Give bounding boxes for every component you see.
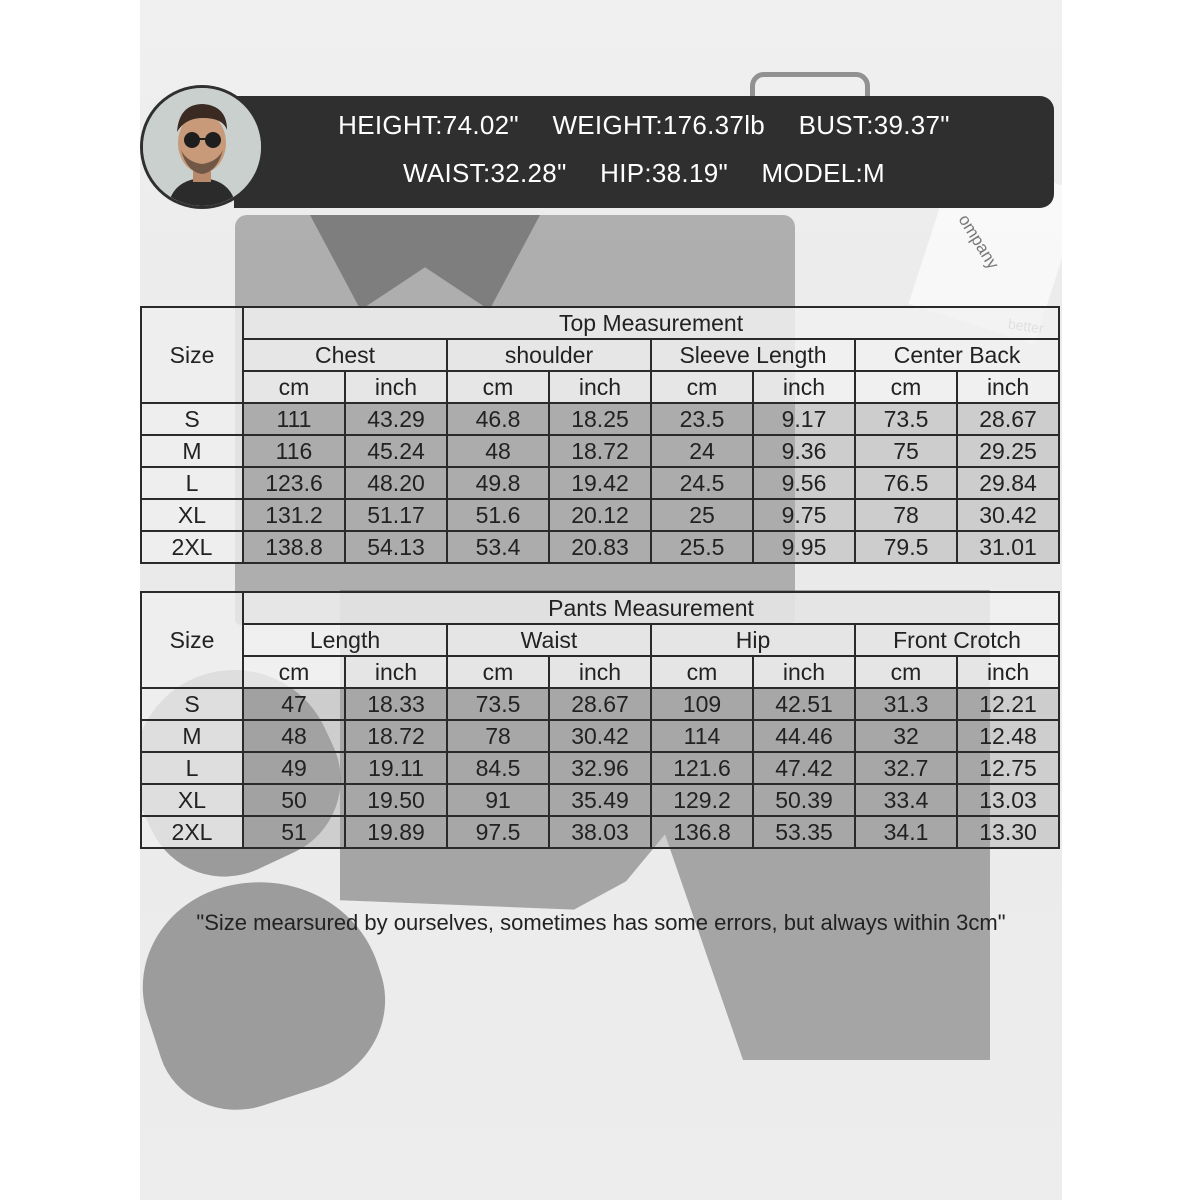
top-value-cell: 49.8 bbox=[447, 467, 549, 499]
pants-unit-header: inch bbox=[957, 656, 1059, 688]
pants-group-header: Front Crotch bbox=[855, 624, 1059, 656]
model-info-row-1 bbox=[234, 110, 1054, 141]
pants-value-cell: 19.11 bbox=[345, 752, 447, 784]
pants-table-row bbox=[141, 784, 1059, 816]
pants-value-cell: 38.03 bbox=[549, 816, 651, 848]
top-value-cell: 20.83 bbox=[549, 531, 651, 563]
pants-value-cell: 121.6 bbox=[651, 752, 753, 784]
top-value-cell: 30.42 bbox=[957, 499, 1059, 531]
top-size-cell: XL bbox=[141, 499, 243, 531]
top-value-cell: 43.29 bbox=[345, 403, 447, 435]
top-value-cell: 111 bbox=[243, 403, 345, 435]
pants-value-cell: 48 bbox=[243, 720, 345, 752]
top-unit-header: inch bbox=[345, 371, 447, 403]
pants-unit-header: cm bbox=[651, 656, 753, 688]
top-value-cell: 24.5 bbox=[651, 467, 753, 499]
pants-value-cell: 18.33 bbox=[345, 688, 447, 720]
top-value-cell: 9.56 bbox=[753, 467, 855, 499]
pants-value-cell: 53.35 bbox=[753, 816, 855, 848]
top-group-header: Chest bbox=[243, 339, 447, 371]
model-avatar bbox=[140, 85, 264, 209]
top-group-header: Center Back bbox=[855, 339, 1059, 371]
top-value-cell: 116 bbox=[243, 435, 345, 467]
pants-table-row bbox=[141, 688, 1059, 720]
top-value-cell: 29.84 bbox=[957, 467, 1059, 499]
top-value-cell: 9.95 bbox=[753, 531, 855, 563]
top-value-cell: 48 bbox=[447, 435, 549, 467]
pants-value-cell: 35.49 bbox=[549, 784, 651, 816]
pants-value-cell: 33.4 bbox=[855, 784, 957, 816]
top-unit-header: cm bbox=[243, 371, 345, 403]
model-weight: WEIGHT:176.37lb bbox=[552, 110, 766, 140]
top-unit-header: cm bbox=[447, 371, 549, 403]
pants-value-cell: 12.48 bbox=[957, 720, 1059, 752]
pants-value-cell: 19.50 bbox=[345, 784, 447, 816]
pants-group-row bbox=[141, 624, 1059, 656]
pants-value-cell: 18.72 bbox=[345, 720, 447, 752]
model-info-banner bbox=[234, 96, 1054, 208]
top-value-cell: 19.42 bbox=[549, 467, 651, 499]
top-group-header: shoulder bbox=[447, 339, 651, 371]
pants-size-cell: XL bbox=[141, 784, 243, 816]
pants-group-header: Waist bbox=[447, 624, 651, 656]
pants-measurement-table bbox=[140, 591, 1060, 849]
top-unit-header: inch bbox=[753, 371, 855, 403]
top-size-cell: 2XL bbox=[141, 531, 243, 563]
top-table-row bbox=[141, 467, 1059, 499]
pants-value-cell: 109 bbox=[651, 688, 753, 720]
pants-size-cell: M bbox=[141, 720, 243, 752]
pants-value-cell: 32.7 bbox=[855, 752, 957, 784]
pants-size-cell: S bbox=[141, 688, 243, 720]
pants-value-cell: 97.5 bbox=[447, 816, 549, 848]
top-table-title: Top Measurement bbox=[243, 307, 1059, 339]
top-table-row bbox=[141, 499, 1059, 531]
model-height: HEIGHT:74.02" bbox=[338, 110, 519, 140]
top-value-cell: 48.20 bbox=[345, 467, 447, 499]
pants-size-cell: 2XL bbox=[141, 816, 243, 848]
pants-value-cell: 44.46 bbox=[753, 720, 855, 752]
top-size-cell: M bbox=[141, 435, 243, 467]
pants-value-cell: 50 bbox=[243, 784, 345, 816]
pants-value-cell: 42.51 bbox=[753, 688, 855, 720]
model-waist: WAIST:32.28" bbox=[403, 158, 567, 188]
top-value-cell: 131.2 bbox=[243, 499, 345, 531]
pants-value-cell: 51 bbox=[243, 816, 345, 848]
top-table-row bbox=[141, 435, 1059, 467]
pants-unit-header: cm bbox=[855, 656, 957, 688]
pants-value-cell: 28.67 bbox=[549, 688, 651, 720]
pants-table-title: Pants Measurement bbox=[243, 592, 1059, 624]
top-value-cell: 29.25 bbox=[957, 435, 1059, 467]
pants-value-cell: 12.21 bbox=[957, 688, 1059, 720]
pants-unit-header: inch bbox=[345, 656, 447, 688]
background-card-text: ompany bbox=[954, 211, 1003, 273]
measurement-disclaimer: "Size mearsured by ourselves, sometimes has some errors, but always within 3cm" bbox=[196, 910, 1006, 935]
top-size-cell: L bbox=[141, 467, 243, 499]
pants-unit-header: inch bbox=[549, 656, 651, 688]
model-hip: HIP:38.19" bbox=[600, 158, 728, 188]
pants-value-cell: 114 bbox=[651, 720, 753, 752]
top-measurement-table bbox=[140, 306, 1060, 564]
top-value-cell: 31.01 bbox=[957, 531, 1059, 563]
top-value-cell: 9.17 bbox=[753, 403, 855, 435]
pants-title-row bbox=[141, 592, 1059, 624]
top-value-cell: 53.4 bbox=[447, 531, 549, 563]
pants-value-cell: 12.75 bbox=[957, 752, 1059, 784]
pants-group-header: Hip bbox=[651, 624, 855, 656]
pants-value-cell: 73.5 bbox=[447, 688, 549, 720]
model-info-row-2 bbox=[234, 158, 1054, 189]
pants-value-cell: 84.5 bbox=[447, 752, 549, 784]
pants-unit-header: inch bbox=[753, 656, 855, 688]
pants-value-cell: 13.30 bbox=[957, 816, 1059, 848]
pants-value-cell: 47.42 bbox=[753, 752, 855, 784]
pants-value-cell: 47 bbox=[243, 688, 345, 720]
pants-value-cell: 32.96 bbox=[549, 752, 651, 784]
top-group-row bbox=[141, 339, 1059, 371]
pants-value-cell: 32 bbox=[855, 720, 957, 752]
pants-size-cell: L bbox=[141, 752, 243, 784]
top-unit-header: cm bbox=[855, 371, 957, 403]
top-value-cell: 138.8 bbox=[243, 531, 345, 563]
top-value-cell: 25 bbox=[651, 499, 753, 531]
top-table-row bbox=[141, 531, 1059, 563]
top-value-cell: 25.5 bbox=[651, 531, 753, 563]
top-value-cell: 75 bbox=[855, 435, 957, 467]
top-value-cell: 51.6 bbox=[447, 499, 549, 531]
top-value-cell: 23.5 bbox=[651, 403, 753, 435]
pants-table-row bbox=[141, 720, 1059, 752]
pants-value-cell: 49 bbox=[243, 752, 345, 784]
top-table-row bbox=[141, 403, 1059, 435]
top-value-cell: 20.12 bbox=[549, 499, 651, 531]
pants-value-cell: 91 bbox=[447, 784, 549, 816]
top-value-cell: 54.13 bbox=[345, 531, 447, 563]
pants-table-row bbox=[141, 816, 1059, 848]
top-value-cell: 46.8 bbox=[447, 403, 549, 435]
top-value-cell: 18.72 bbox=[549, 435, 651, 467]
top-size-cell: S bbox=[141, 403, 243, 435]
top-value-cell: 18.25 bbox=[549, 403, 651, 435]
top-value-cell: 79.5 bbox=[855, 531, 957, 563]
pants-value-cell: 136.8 bbox=[651, 816, 753, 848]
top-value-cell: 28.67 bbox=[957, 403, 1059, 435]
top-value-cell: 123.6 bbox=[243, 467, 345, 499]
pants-size-header: Size bbox=[141, 592, 243, 688]
pants-table-row bbox=[141, 752, 1059, 784]
model-bust: BUST:39.37" bbox=[798, 110, 950, 140]
pants-unit-row bbox=[141, 656, 1059, 688]
top-value-cell: 24 bbox=[651, 435, 753, 467]
pants-unit-header: cm bbox=[243, 656, 345, 688]
top-group-header: Sleeve Length bbox=[651, 339, 855, 371]
pants-group-header: Length bbox=[243, 624, 447, 656]
pants-value-cell: 19.89 bbox=[345, 816, 447, 848]
top-value-cell: 45.24 bbox=[345, 435, 447, 467]
top-value-cell: 73.5 bbox=[855, 403, 957, 435]
model-size: MODEL:M bbox=[761, 158, 885, 188]
top-unit-row bbox=[141, 371, 1059, 403]
pants-value-cell: 34.1 bbox=[855, 816, 957, 848]
model-portrait-icon bbox=[143, 88, 261, 206]
top-value-cell: 51.17 bbox=[345, 499, 447, 531]
top-value-cell: 9.36 bbox=[753, 435, 855, 467]
pants-value-cell: 13.03 bbox=[957, 784, 1059, 816]
top-title-row bbox=[141, 307, 1059, 339]
pants-value-cell: 30.42 bbox=[549, 720, 651, 752]
pants-value-cell: 78 bbox=[447, 720, 549, 752]
top-size-header: Size bbox=[141, 307, 243, 403]
top-value-cell: 76.5 bbox=[855, 467, 957, 499]
top-unit-header: cm bbox=[651, 371, 753, 403]
top-value-cell: 78 bbox=[855, 499, 957, 531]
top-unit-header: inch bbox=[549, 371, 651, 403]
pants-value-cell: 129.2 bbox=[651, 784, 753, 816]
top-value-cell: 9.75 bbox=[753, 499, 855, 531]
top-unit-header: inch bbox=[957, 371, 1059, 403]
pants-value-cell: 31.3 bbox=[855, 688, 957, 720]
pants-unit-header: cm bbox=[447, 656, 549, 688]
pants-value-cell: 50.39 bbox=[753, 784, 855, 816]
